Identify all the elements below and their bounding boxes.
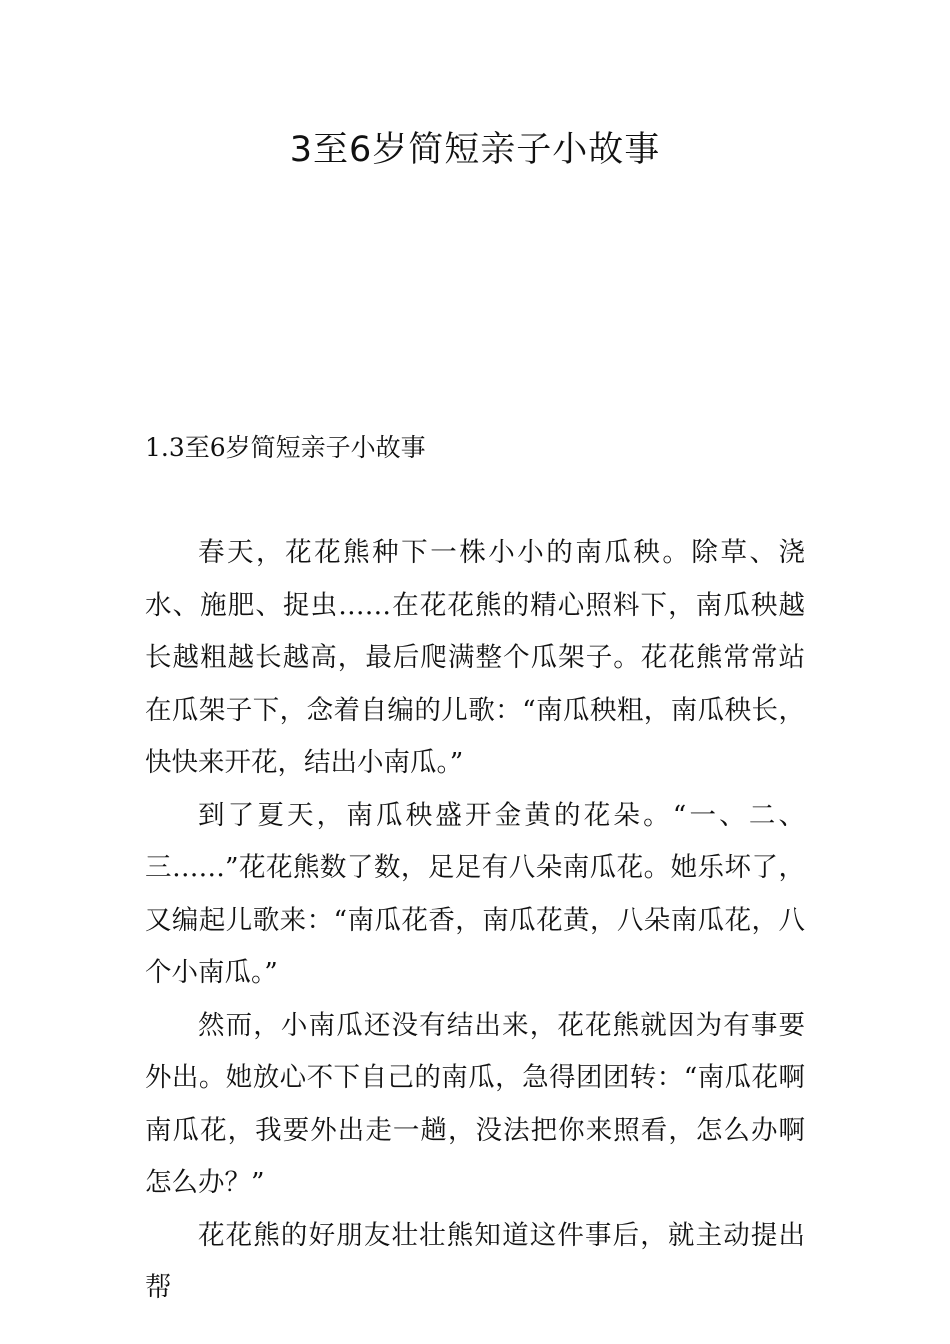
section-heading: 1.3至6岁简短亲子小故事: [145, 433, 426, 462]
story-paragraph-1: 春天，花花熊种下一株小小的南瓜秧。除草、浇水、施肥、捉虫……在花花熊的精心照料下，南瓜秧越长越粗越长越高，最后爬满整个瓜架子。花花熊常常站在瓜架子下，念着自编的儿歌：“南瓜秧粗，南瓜秧长，快快来开花，结出小南瓜。”: [145, 537, 805, 778]
story-paragraph-2: 到了夏天，南瓜秧盛开金黄的花朵。“一、二、三……”花花熊数了数，足足有八朵南瓜花。她乐坏了，又编起儿歌来：“南瓜花香，南瓜花黄，八朵南瓜花，八个小南瓜。”: [145, 799, 805, 988]
document-title: 3至6岁简短亲子小故事: [289, 130, 661, 170]
story-paragraph-3: 然而，小南瓜还没有结出来，花花熊就因为有事要外出。她放心不下自己的南瓜，急得团团转：“南瓜花啊南瓜花，我要外出走一趟，没法把你来照看，怎么办啊怎么办？”: [145, 1009, 805, 1198]
story-body: [145, 527, 805, 1315]
story-paragraph-4: 花花熊的好朋友壮壮熊知道这件事后，就主动提出帮: [145, 1219, 805, 1303]
